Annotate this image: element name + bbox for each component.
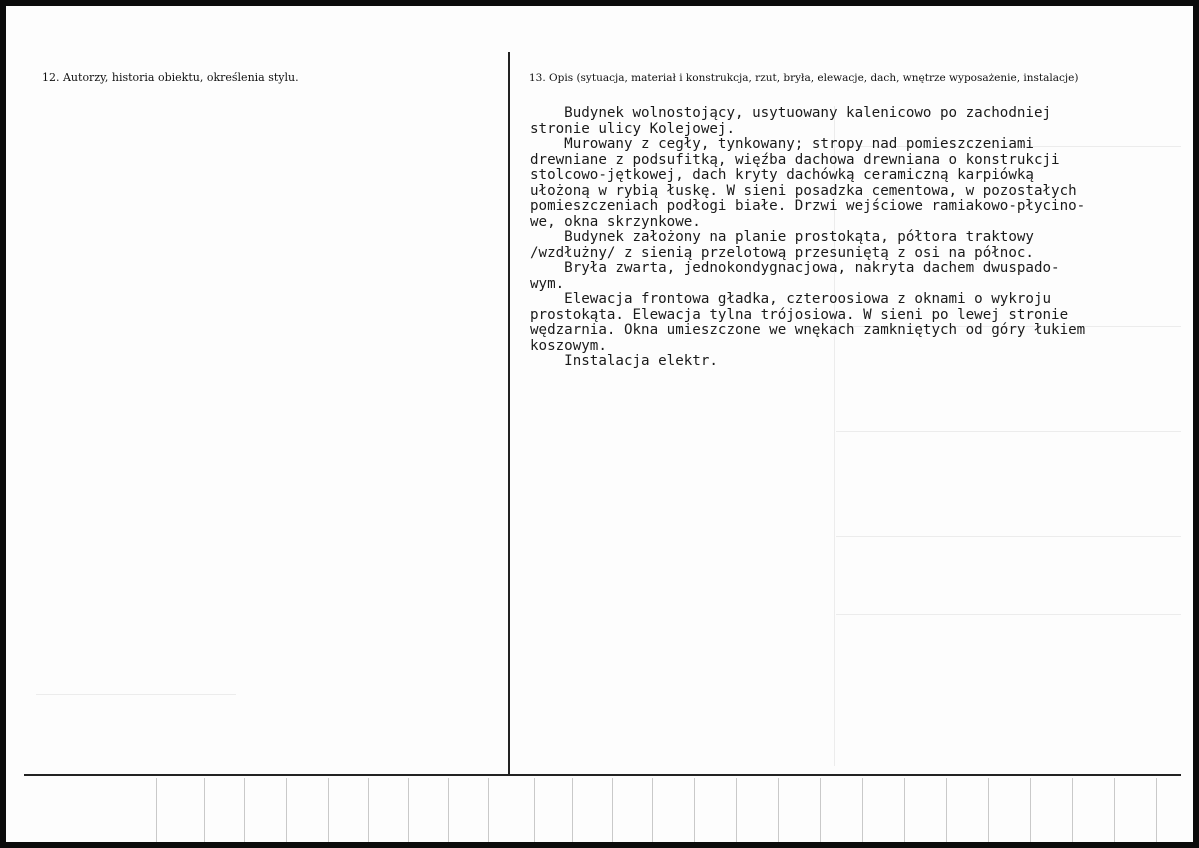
- bottom-tick: [408, 778, 409, 848]
- bottom-tick: [488, 778, 489, 848]
- show-through-text: [36, 84, 42, 95]
- bottom-tick: [534, 778, 535, 848]
- bottom-tick: [572, 778, 573, 848]
- text-line: Elewacja frontowa gładka, czteroosiowa z oknami o wykroju: [530, 291, 1052, 307]
- text-line: stolcowo-jętkowej, dach kryty dachówką ceramiczną karpiówką: [530, 167, 1034, 183]
- bottom-tick: [736, 778, 737, 848]
- bottom-tick: [612, 778, 613, 848]
- bottom-tick: [1114, 778, 1115, 848]
- text-line: wym.: [530, 275, 565, 292]
- text-line: stronie ulicy Kolejowej.: [530, 120, 735, 137]
- bottom-tick: [652, 778, 653, 848]
- show-through-line: [836, 536, 1181, 537]
- text-line: we, okna skrzynkowe.: [530, 213, 701, 230]
- section-13-heading: 13. Opis (sytuacja, materiał i konstrukcja, rzut, bryła, elewacje, dach, wnętrze wyposażenie, instalacje): [529, 72, 1079, 84]
- bottom-tick: [286, 778, 287, 848]
- bottom-tick: [694, 778, 695, 848]
- bottom-tick: [244, 778, 245, 848]
- text-line: pomieszczeniach podłogi białe. Drzwi wejściowe ramiakowo-płycino-: [530, 198, 1086, 214]
- column-divider: [508, 52, 510, 774]
- bottom-tick: [946, 778, 947, 848]
- bottom-rule: [24, 774, 1181, 776]
- text-line: drewniane z podsufitką, więźba dachowa drewniana o konstrukcji: [530, 151, 1060, 168]
- bottom-tick: [156, 778, 157, 848]
- text-line: ułożoną w rybią łuskę. W sieni posadzka cementowa, w pozostałych: [530, 182, 1077, 199]
- bottom-tick: [204, 778, 205, 848]
- bottom-tick: [328, 778, 329, 848]
- bottom-tick: [1156, 778, 1157, 848]
- text-line: prostokąta. Elewacja tylna trójosiowa. W sieni po lewej stronie: [530, 306, 1069, 323]
- text-line: wędzarnia. Okna umieszczone we wnękach zamkniętych od góry łukiem: [530, 322, 1086, 338]
- show-through-line: [836, 614, 1181, 615]
- text-line: Bryła zwarta, jednokondygnacjowa, nakryta dachem dwuspado-: [530, 260, 1060, 276]
- bottom-tick: [778, 778, 779, 848]
- show-through-line: [836, 431, 1181, 432]
- text-line: Budynek założony na planie prostokąta, półtora traktowy: [530, 229, 1034, 245]
- show-through-line: [36, 694, 236, 695]
- bottom-tick: [904, 778, 905, 848]
- bottom-tick: [448, 778, 449, 848]
- bottom-tick: [1030, 778, 1031, 848]
- bottom-tick: [820, 778, 821, 848]
- bottom-tick: [1072, 778, 1073, 848]
- bottom-tick: [988, 778, 989, 848]
- bottom-tick: [862, 778, 863, 848]
- text-line: /wzdłużny/ z sienią przelotową przesuniętą z osi na północ.: [530, 244, 1034, 261]
- text-line: Instalacja elektr.: [530, 353, 718, 369]
- text-line: koszowym.: [530, 337, 607, 354]
- description-text: [530, 106, 1180, 370]
- section-12-heading: 12. Autorzy, historia obiektu, określenia stylu.: [42, 71, 299, 84]
- text-line: Budynek wolnostojący, usytuowany kalenicowo po zachodniej: [530, 105, 1052, 121]
- text-line: Murowany z cegły, tynkowany; stropy nad pomieszczeniami: [530, 136, 1034, 152]
- bottom-tick: [368, 778, 369, 848]
